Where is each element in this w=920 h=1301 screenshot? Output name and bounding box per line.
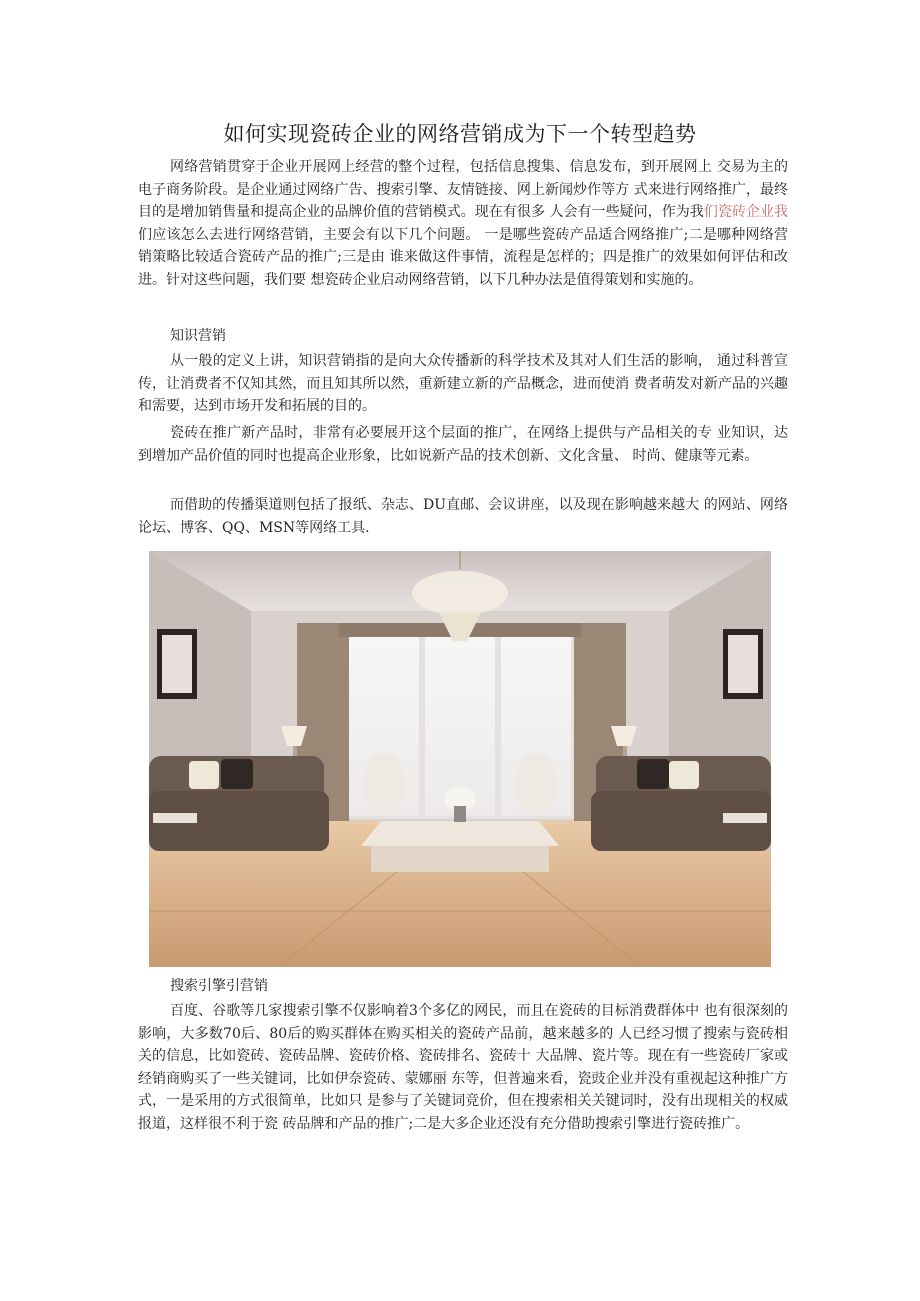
intro-link[interactable]: 们瓷砖企业我 [703,204,788,220]
living-room-photo [149,551,771,967]
knowledge-paragraph-1: 从一般的定义上讲，知识营销指的是向大众传播新的科学技术及其对人们生活的影响， 通过科普宣传，让消费者不仅知其然，而且知其所以然，重新建立新的产品概念，进而使消 费者萌发对新产品的兴趣和需要，达到市场开发和拓展的目的。 [138,353,788,414]
search-engine-paragraph: 百度、谷歌等几家搜索引擎不仅影响着3个多亿的网民，而且在瓷砖的目标消费群体中 也有很深刻的影响，大多数70后、80后的购买群体在购买相关的瓷砖产品前，越来越多的 人已经习惯了搜索与瓷砖相关的信息，比如瓷砖、瓷砖品牌、瓷砖价格、瓷砖排名、瓷砖十 大品牌、瓷片等。现在有一些瓷砖厂家或经销商购买了一些关键词，比如伊奈瓷砖、蒙娜丽 东等，但普遍来看，瓷豉企业并没有重视起这种推广方式，一是采用的方式很简单，比如只 是参与了关键词竞价，但在搜索相关关键词时，没有出现相关的权威报道，这样很不利于瓷 砖品牌和产品的推广;二是大多企业还没有充分借助搜索引擎进行瓷砖推广。 [138,1003,788,1132]
knowledge-paragraph-2: 瓷砖在推广新产品时，非常有必要展开这个层面的推广，在网络上提供与产品相关的专 业知识，达到增加产品价值的同时也提高企业形象，比如说新产品的技术创新、文化含量、 时尚、健康等元素。 [138,425,788,464]
section-heading-search-engine-marketing: 搜索引擎引营销 [170,978,268,994]
intro-text-end: 们应该怎么去进行网络营销，主要会有以下几个问题。 一是哪些瓷砖产品适合网络推广;二是哪种网络营销策略比较适合瓷砖产品的推广;三是由 谁来做这件事情，流程是怎样的；四是推广的效果如何评估和改进。针对这些问题，我们要 想瓷砖企业启动网络营销，以下几种办法是值得策划和实施的。 [138,226,788,288]
section-heading-knowledge-marketing: 知识营销 [170,328,226,344]
intro-text-start: 网络营销贯穿于企业开展网上经营的整个过程，包括信息搜集、信息发布，到开展网上 交易为主的电子商务阶段。是企业通过网络广告、搜索引擎、友情链接、网上新闻炒作等方 式来进行网络推广，最终目的是增加销售量和提高企业的品牌价值的营销模式。现在有很多 人会有一些疑问，作为我 [138,159,788,220]
knowledge-paragraph-3: 而借助的传播渠道则包括了报纸、杂志、DU直邮、会议讲座，以及现在影响越来越大 的网站、网络论坛、博客、QQ、MSN等网络工具. [138,497,788,536]
intro-paragraph [138,156,788,291]
document-title: 如何实现瓷砖企业的网络营销成为下一个转型趋势 [223,122,697,146]
